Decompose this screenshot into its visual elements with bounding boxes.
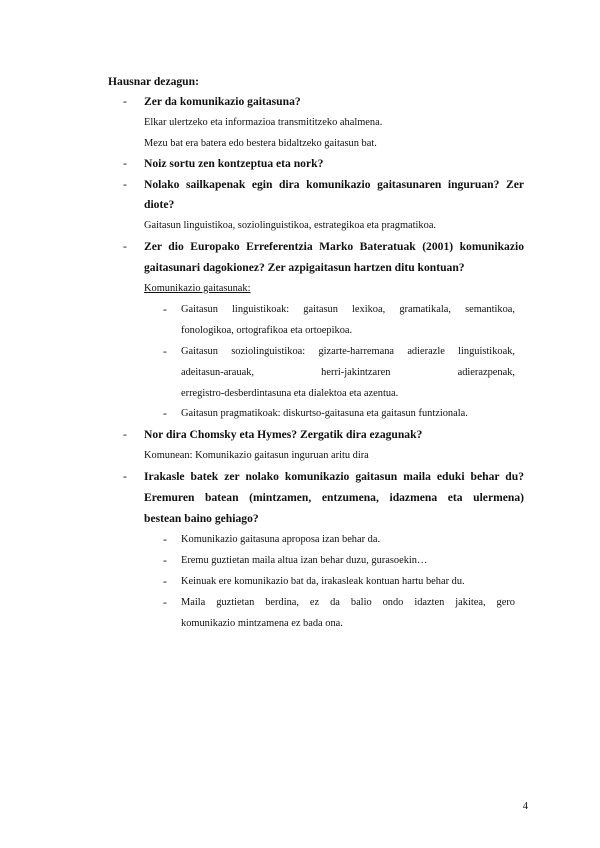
question-2: Noiz sortu zen kontzeptua eta nork? <box>144 157 324 170</box>
question-3-line-1: Nolako sailkapenak egin dira komunikazio gaitasunaren inguruan? Zer <box>144 178 524 191</box>
question-6-line-2: Eremuren batean (mintzamen, entzumena, idazmena eta ulermena) <box>144 491 524 504</box>
question-6-line-3: bestean baino gehiago? <box>144 512 259 525</box>
subitem-line: adeitasun-arauak, herri-jakintzaren adierazpenak, <box>181 367 515 378</box>
answer-text: Komunean: Komunikazio gaitasun inguruan aritu dira <box>144 450 369 461</box>
sub-bullet-dash: - <box>163 575 167 588</box>
question-6-line-1: Irakasle batek zer nolako komunikazio gaitasun maila eduki behar du? <box>144 470 524 483</box>
sub-bullet-dash: - <box>163 303 167 316</box>
bullet-dash: - <box>123 178 127 191</box>
sub-bullet-dash: - <box>163 554 167 567</box>
subitem-line: Maila guztietan berdina, ez da balio ondo idazten jakitea, gero <box>181 597 515 608</box>
subitem-text <box>181 596 515 610</box>
question-1: Zer da komunikazio gaitasuna? <box>144 95 301 108</box>
subitem-line: Eremu guztietan maila altua izan behar duzu, gurasoekin… <box>181 555 428 566</box>
question-4-line-1: Zer dio Europako Erreferentzia Marko Bateratuak (2001) komunikazio <box>144 240 524 253</box>
question-3-line-2: diote? <box>144 198 175 211</box>
subitem-text <box>181 345 515 359</box>
subitem-line: Keinuak ere komunikazio bat da, irakasleak kontuan hartu behar du. <box>181 576 465 587</box>
answer-text: Gaitasun linguistikoa, soziolinguistikoa, estrategikoa eta pragmatikoa. <box>144 220 437 231</box>
subitem-line: Gaitasun pragmatikoak: diskurtso-gaitasuna eta gaitasun funtzionala. <box>181 408 468 419</box>
subitem-text <box>181 303 515 317</box>
subitem-line: Gaitasun linguistikoak: gaitasun lexikoa, gramatikala, semantikoa, <box>181 304 515 315</box>
bullet-dash: - <box>123 240 127 253</box>
page-number: 4 <box>522 801 528 812</box>
bullet-dash: - <box>123 470 127 483</box>
sub-bullet-dash: - <box>163 596 167 609</box>
sub-bullet-dash: - <box>163 407 167 420</box>
bullet-dash: - <box>123 157 127 170</box>
sub-bullet-dash: - <box>163 533 167 546</box>
question-3 <box>144 178 524 192</box>
subitem-line: Komunikazio gaitasuna aproposa izan behar da. <box>181 534 381 545</box>
sublist-label: Komunikazio gaitasunak: <box>144 283 251 294</box>
sub-bullet-dash: - <box>163 345 167 358</box>
question-6 <box>144 470 524 484</box>
question-4-line-2: gaitasunari dagokionez? Zer azpigaitasun hartzen ditu kontuan? <box>144 261 465 274</box>
answer-text: Mezu bat era batera edo bestera bidaltzeko gaitasun bat. <box>144 138 377 149</box>
subitem-line: komunikazio mintzamena ez bada ona. <box>181 618 343 629</box>
bullet-dash: - <box>123 95 127 108</box>
answer-text: Elkar ulertzeko eta informazioa transmititzeko ahalmena. <box>144 117 383 128</box>
question-6 <box>144 491 524 505</box>
question-4 <box>144 240 524 254</box>
subitem-line: erregistro-desberdintasuna eta dialektoa eta azentua. <box>181 388 399 399</box>
page-heading: Hausnar dezagun: <box>108 75 199 88</box>
subitem-line: Gaitasun soziolinguistikoa: gizarte-harremana adierazle linguistikoak, <box>181 346 515 357</box>
subitem-text <box>181 366 515 380</box>
bullet-dash: - <box>123 428 127 441</box>
question-5: Nor dira Chomsky eta Hymes? Zergatik dira ezagunak? <box>144 428 423 441</box>
subitem-line: fonologikoa, ortografikoa eta ortoepikoa. <box>181 325 353 336</box>
